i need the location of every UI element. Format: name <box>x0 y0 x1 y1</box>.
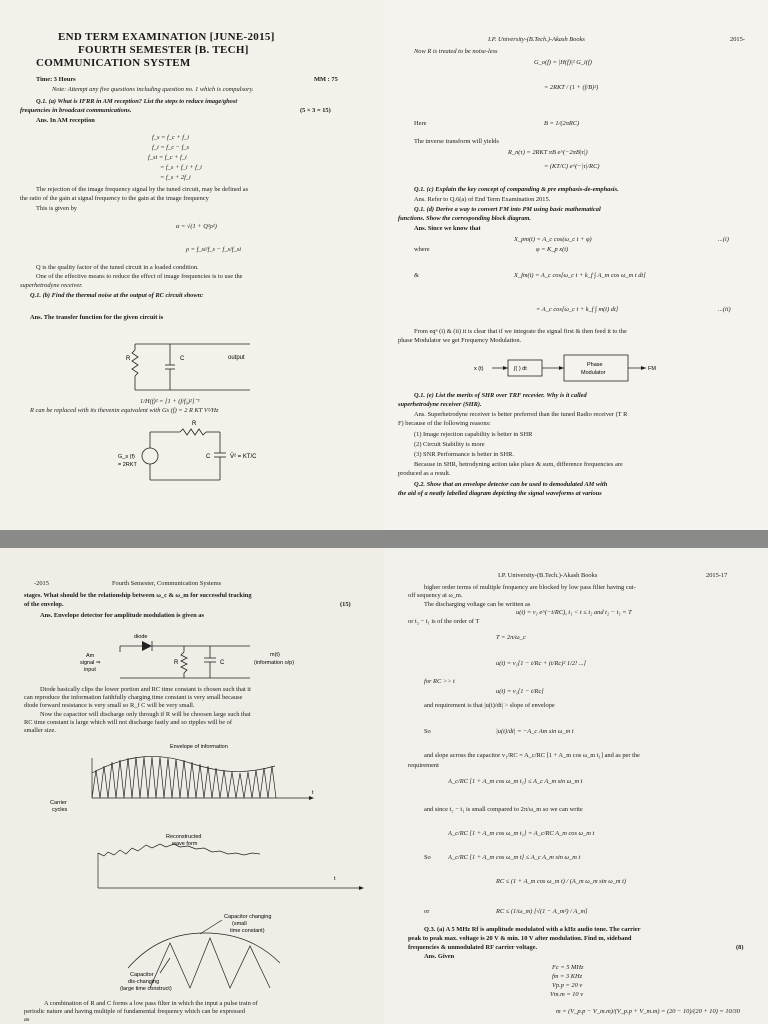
running-header: I.P. University-(B.Tech.)-Akash Books <box>498 572 598 579</box>
output-label: m(t) <box>270 652 280 658</box>
paragraph-line: diode forward resistance is very small so R_f C will be very small. <box>24 702 195 709</box>
equation: f_si = f_c + f_i <box>148 154 187 161</box>
paragraph-line: as <box>24 1016 30 1023</box>
exam-title: END TERM EXAMINATION [JUNE-2015] <box>58 31 275 43</box>
reconstructed-label: wave form <box>172 841 198 847</box>
discharging-label: dis-changing <box>128 979 160 985</box>
given-value: fm = 3 KHz <box>552 973 583 980</box>
equation-tag: ...(i) <box>718 236 729 243</box>
equation: R_n(τ) = 2RKT πB e^(−2πB|τ|) <box>508 149 588 156</box>
paragraph-line: The rejection of the image frequency signal by the tuned circuit, may be defined as <box>36 186 249 193</box>
paragraph-line: A combination of R and C forms a low pass filter in which the input a pulse train of <box>44 1000 258 1007</box>
equation: B = 1/(2πRC) <box>544 120 580 127</box>
paragraph-line: R can be replaced with its thevenin equivalent with Gs (f) = 2 R KT V²/Hz <box>30 407 219 414</box>
equation: = f_s + f_i + f_i <box>160 164 202 171</box>
envelope-detector-circuit <box>0 548 384 1024</box>
equation: A_c/RC [1 + A_m cos ω_m t₁] ≤ A_c A_m sin ω_m t <box>448 778 583 785</box>
equation: A_c/RC [1 + A_m cos ω_m t₁] = A_c/RC A_m cos ω_m t <box>448 830 595 837</box>
charging-label: time constant) <box>230 928 265 934</box>
q3-heading: peak to peak max. voltage is 20 V & min. 10 V after modulation. Find m, sideband <box>408 935 632 942</box>
equation: T = 2π/ω_c <box>496 634 526 641</box>
diode-label: diode <box>134 634 148 640</box>
question-marks: (15) <box>340 601 351 608</box>
paragraph-line: Ans. Superhetrodyne receiver is better preferred than the tuned Radio receiver (T R <box>414 411 628 418</box>
source-label: G_s (f) <box>118 454 135 460</box>
answer-label: Ans. The transfer function for the given circuit is <box>30 314 164 321</box>
q3-heading: frequencies & unmodulated RF carrier voltage. <box>408 944 538 951</box>
equation: = 2RKT / (1 + (f/B)²) <box>544 84 599 91</box>
charging-label: (small <box>232 921 247 927</box>
phase-modulator-label: Phase <box>587 362 603 368</box>
capacitor-label: C <box>206 454 211 460</box>
paragraph-line: off sequency at ω_m. <box>408 592 463 599</box>
rc-circuit-diagram <box>0 0 384 530</box>
paragraph-line: can reproduce the information faithfully charging time constant is very small because <box>24 694 243 701</box>
subject-title: COMMUNICATION SYSTEM <box>36 57 191 69</box>
q1b-heading: Q.1. (b) Find the thermal noise at the output of RC circuit shown: <box>30 292 204 299</box>
equation: = A_c cos[ω_c t + k_f ∫ m(t) dt] <box>536 306 619 313</box>
paragraph-line: or <box>424 908 430 915</box>
paragraph-line: So <box>424 728 431 735</box>
carrier-label: Carrier <box>50 800 67 806</box>
equation: φ = K_p x(t) <box>536 246 569 253</box>
capacitor-label: C <box>220 660 225 666</box>
page-bottom-left <box>0 548 384 1024</box>
integrator-label: ∫( ) dt <box>514 366 527 372</box>
q1d-heading: functions. Show the corresponding block diagram. <box>398 215 531 222</box>
paragraph-line: RC time constant is large which will not discharge fastly and so ripples will be of <box>24 719 232 726</box>
q1e-heading: superhetrodyne receiver (SHR). <box>398 401 482 408</box>
page-top-left <box>0 0 384 530</box>
given-value: Vm.m = 10 v <box>550 991 584 998</box>
equation-rho: ρ = f_si/f_s − f_s/f_si <box>186 246 242 253</box>
q1e-heading: Q.1. (e) List the merits of SHR over TRF recevier. Why is it called <box>414 392 587 399</box>
answer-label: Ans. Envelope detector for amplitude modulation is given as <box>40 612 204 619</box>
equation: = f_s + 2f_i <box>160 174 191 181</box>
paragraph-line: or t₂ − t₁ is of the order of T <box>408 618 480 625</box>
page-number: 2015-17 <box>706 572 728 579</box>
answer-label: Ans. Since we know that <box>414 225 481 232</box>
fm-output-label: FM <box>648 366 656 372</box>
source-value: = 2RKT <box>118 462 137 468</box>
paragraph-line: superhetrodyne receiver. <box>20 282 83 289</box>
paragraph-line: and since t₂ − t₁ is small compared to 2π/ω_m so we can write <box>424 806 583 813</box>
q2-heading: the aid of a neatly labelled diagram depicting the signal waveforms at various <box>398 490 602 497</box>
paragraph-line: the ratio of the gain at signal frequency to the gain at the image frequency <box>20 195 209 202</box>
q3-heading: Q.3. (a) A 5 MHz Rf is amplitude modulated with a kHz audio tone. The carrier <box>424 926 641 933</box>
input-label: input <box>84 667 96 673</box>
note: Note: Attempt any five questions including question no. 1 which is compulsory. <box>52 86 254 93</box>
equation: RC ≤ (1 + A_m cos ω_m t) / (A_m ω_m sin ω_m t) <box>496 878 627 885</box>
paragraph-line: Ans. Refer to Q.6(a) of End Term Examination 2015. <box>414 196 551 203</box>
paragraph-line: smaller size. <box>24 727 56 734</box>
equation: m = (V_p.p − V_m.m)/(V_p.p + V_m.m) = (20 − 10)/(20 + 10) = 10/30 <box>556 1008 740 1015</box>
paragraph-line: and slope across the capacitor v₁/RC = A_c/RC [1 + A_m cos ω_m t₁] and as per the <box>424 752 640 759</box>
discharging-label: (large time construct) <box>120 986 172 992</box>
equation: u(t) = v₁ e^(−t/RC), t₁ < t ≤ t₂ and t₂ − t₁ = T <box>516 609 632 616</box>
running-header: I.P. University-(B.Tech.)-Akash Books <box>488 36 585 43</box>
phase-modulator-label: Modulator <box>581 370 606 376</box>
question-marks: (8) <box>736 944 744 951</box>
input-label: signal ⇒ <box>80 660 101 666</box>
equation: A_c/RC [1 + A_m cos ω_m t] ≤ A_c A_m sin ω_m t <box>448 854 581 861</box>
paragraph-line: Diode basically clips the lower portion and RC time constant is chosen such that it <box>40 686 251 693</box>
answer-label: Ans. In AM reception <box>36 117 95 124</box>
paragraph-line: F) because of the following reasons: <box>398 420 491 427</box>
time-axis-label: t <box>312 790 314 796</box>
paragraph-line: produced as a result. <box>398 470 451 477</box>
paragraph-line: One of the effective means to reduce the effect of image frequencies is to use the <box>36 273 243 280</box>
charging-label: Capacitor changing <box>224 914 272 920</box>
list-item: (1) Image rejection capability is better in SHR <box>414 431 533 438</box>
q1a-line1: Q.1. (a) What is IFRR in AM reception? List the steps to reduce image/ghost <box>36 98 238 105</box>
paragraph-line: This is given by <box>36 205 78 212</box>
reconstructed-label: Reconstructed <box>166 834 202 840</box>
paragraph-line: So <box>424 854 431 861</box>
paragraph-line: The discharging voltage can be written as <box>424 601 531 608</box>
paragraph-line: periodic nature and having multiple of fundamental frequency which can be expressed <box>24 1008 245 1015</box>
paragraph-line: From eqⁿ (i) & (ii) it is clear that if we integrate the signal first & then feed it to the <box>414 328 627 335</box>
equation: X_fm(t) = A_c cos[ω_c t + k_f ∫ A_m cos ω_m t dt] <box>514 272 646 279</box>
paragraph-line: for RC >> t <box>424 678 455 685</box>
q2-continued: stages. What should be the relationship between ω_c & ω_m for successful tracking <box>24 592 252 599</box>
paragraph-line: Q is the quality factor of the tuned circuit in a loaded condition. <box>36 264 199 271</box>
resistor-label: R <box>126 356 131 362</box>
discharging-label: Capacitor <box>130 972 154 978</box>
page-bottom-right <box>384 548 768 1024</box>
q1c-heading: Q.1. (c) Explain the key concept of companding & pre emphasis-de-emphasis. <box>414 186 619 193</box>
page-number: 2015- <box>730 36 745 43</box>
paragraph-line: & <box>414 272 419 279</box>
resistor-label: R <box>174 660 179 666</box>
running-header: Fourth Semester, Communication Systems <box>112 580 222 587</box>
paragraph-line: phase Modulator we get Frequency Modulation. <box>398 337 522 344</box>
q2-continued: of the envelop. <box>24 601 64 608</box>
noise-voltage-label: V̄² = KT/C <box>230 454 257 460</box>
paragraph-line: Because in SHR, hetrodyning action take place & sum, difference frequencies are <box>414 461 623 468</box>
time-label: Time: 3 Hours <box>36 76 76 83</box>
input-label: Am <box>86 653 95 659</box>
equation: X_pm(t) = A_c cos(ω_c t + φ) <box>514 236 592 243</box>
q1a-marks: (5 × 3 = 15) <box>300 107 331 114</box>
envelope-label: Envelope of information <box>170 744 228 750</box>
equation: RC ≤ (1/ω_m) [√(1 − A_m²) / A_m] <box>496 908 588 915</box>
carrier-label: cycles <box>52 807 68 813</box>
paragraph-line: requirement <box>408 762 439 769</box>
q1a-line2: frequencies in broadcast communications. <box>20 107 132 114</box>
page-number: -2015 <box>34 580 49 587</box>
paragraph-line: higher order terms of multiple frequency are blocked by low pass filter having cut- <box>424 584 636 591</box>
input-signal-label: x (t) <box>474 366 484 372</box>
list-item: (3) SNR Performance is better in SHR. <box>414 451 514 458</box>
equation: f_i = f_c − f_s <box>152 144 190 151</box>
given-value: Fc = 5 MHz <box>552 964 584 971</box>
equation: u(t) = v₁[1 − t/Rc] <box>496 688 544 695</box>
paragraph-line: Now R is treated to be noise-less <box>414 48 498 55</box>
output-label: (information o/p) <box>254 660 295 666</box>
paragraph-line: The inverse transform will yields <box>414 138 499 145</box>
equation: = (KT/C) e^(−|τ|/RC) <box>544 163 600 170</box>
answer-label: Ans. Given <box>424 953 455 960</box>
paragraph-line: and requirement is that |u(t)/dt| > slope of envelope <box>424 702 555 709</box>
paragraph-line: Now the capacitor will discharge only through if R will be choosen large such that <box>40 711 251 718</box>
time-axis-label: t <box>334 876 336 882</box>
resistor-label: R <box>192 421 197 427</box>
equation: u(t) = v₁[1 − t/Rc + (t/Rc)² 1/2! ...] <box>496 660 587 667</box>
transfer-function: 1/H(f)² = [1 + (f/f₀)²]⁻¹ <box>140 398 200 405</box>
list-item: (2) Circuit Stability is more <box>414 441 485 448</box>
equation: |u(t)/dt| = −A_c Am sin ω_m t <box>496 728 574 735</box>
equation-tag: ...(ii) <box>718 306 731 313</box>
page-top-right <box>384 0 768 530</box>
equation: f_s = f_c + f_i <box>152 134 190 141</box>
equation: G_o(f) = |H(f)|² G_i(f) <box>534 59 592 66</box>
paragraph-line: where <box>414 246 430 253</box>
q1d-heading: Q.1. (d) Derive a way to convert FM into PM using basic mathematical <box>414 206 601 213</box>
semester-title: FOURTH SEMESTER [B. TECH] <box>78 44 249 56</box>
paragraph-line: Here <box>414 120 427 127</box>
max-marks: MM : 75 <box>314 76 338 83</box>
given-value: Vp.p = 20 v <box>552 982 583 989</box>
output-label: output <box>228 355 245 361</box>
equation-alpha: α = √(1 + Q²ρ²) <box>176 223 217 230</box>
q2-heading: Q.2. Show that an envelope detector can be used to demodulated AM with <box>414 481 608 488</box>
capacitor-label: C <box>180 356 185 362</box>
